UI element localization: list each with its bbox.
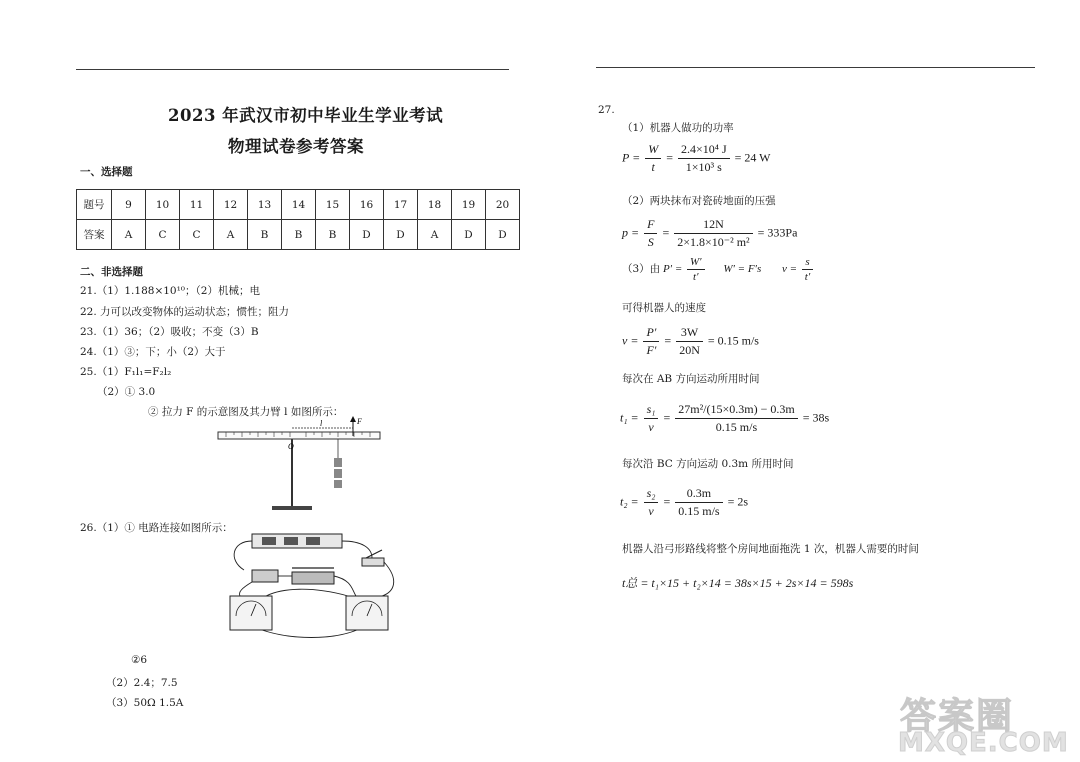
battery-cell	[262, 537, 276, 545]
fraction: $\frac{P'}{F'}$	[643, 325, 659, 358]
table-cell: C	[180, 220, 214, 250]
answer-25-1: 25.（1）F₁l₁=F₂l₂	[80, 366, 172, 378]
answer-26-4: （3）50Ω 1.5A	[106, 697, 184, 709]
fraction: $\frac{W'}{t'}$	[687, 256, 705, 283]
table-cell: 9	[112, 190, 146, 220]
table-cell: 19	[452, 190, 486, 220]
fraction: $\frac{\text{2.4×10⁴ J}}{\text{1×10³ s}}$	[678, 142, 730, 175]
table-cell: A	[112, 220, 146, 250]
section-nonchoice: 二、非选择题	[80, 266, 143, 278]
switch-blade	[366, 550, 382, 558]
table-header-answer: 答案	[77, 220, 112, 250]
table-row-answers	[77, 220, 520, 250]
answer-26-2: ②6	[131, 654, 148, 666]
t1-equation: t₁ = $\frac{\text{s₁}}{v}$ = $\frac{\text{27m²/(15×0.3m) − 0.3m}}{0.15 m/s}$ = 38s	[620, 402, 830, 434]
table-cell: B	[282, 220, 316, 250]
fraction: $\frac{0.3m}{0.15 m/s}$	[675, 486, 722, 519]
eq-lhs: p =	[622, 225, 640, 240]
table-cell: 10	[146, 190, 180, 220]
table-cell: D	[452, 220, 486, 250]
part2-label: （2）两块抹布对瓷砖地面的压强	[622, 195, 776, 207]
t2-equation: t₂ = $\frac{\text{s₂}}{v}$ = $\frac{0.3m}{0.15 m/s}$ = 2s	[620, 486, 749, 518]
table-cell: 16	[350, 190, 384, 220]
table-cell: B	[248, 220, 282, 250]
weight-block	[334, 480, 342, 488]
total-time-label: 机器人沿弓形路线将整个房间地面拖洗 1 次，机器人需要的时间	[622, 543, 919, 555]
answer-23: 23.（1）36；（2）吸收；不变（3）B	[80, 326, 259, 338]
eq-result: = 2s	[727, 494, 749, 509]
answer-22: 22. 力可以改变物体的运动状态；惯性；阻力	[80, 306, 290, 318]
table-header-number: 题号	[77, 190, 112, 220]
fraction: $\frac{F}{S}$	[644, 217, 657, 250]
table-cell: 20	[486, 190, 520, 220]
right-top-rule	[596, 67, 1035, 68]
table-cell: 11	[180, 190, 214, 220]
eq-result: = 38s	[802, 410, 830, 425]
table-cell: 17	[384, 190, 418, 220]
exam-title: 2023 年武汉市初中毕业生学业考试	[168, 106, 444, 125]
eq-result: = 24 W	[734, 150, 771, 165]
pressure-equation: p = $\frac{F}{S}$ = $\frac{12N}{\text{2×1.8×10⁻² m²}}$ = 333Pa	[622, 217, 798, 249]
circuit-diagram	[222, 530, 402, 640]
table-cell: A	[418, 220, 452, 250]
answer-21: 21.（1）1.188×10¹⁰；（2）机械；电	[80, 285, 260, 297]
fraction: $\frac{\text{27m²/(15×0.3m) − 0.3m}}{0.15 m/s}$	[675, 402, 797, 435]
speed-equation: v = $\frac{P'}{F'}$ = $\frac{3W}{20N}$ = 0.15 m/s	[622, 325, 759, 357]
eq-result: = 0.15 m/s	[707, 333, 759, 348]
work-relation: W′ = F′s	[723, 263, 762, 276]
force-label: F	[357, 417, 362, 426]
left-top-rule	[76, 69, 509, 70]
velocity-relation: v =	[781, 263, 798, 276]
pivot-label: O	[288, 442, 294, 451]
rheostat	[292, 572, 334, 584]
eq-lhs: P =	[622, 150, 641, 165]
eq-lhs: t₁ =	[620, 410, 639, 425]
lever-arm-label: l	[320, 419, 323, 428]
exam-subtitle: 物理试卷参考答案	[228, 137, 364, 156]
answer-25-3: ② 拉力 F 的示意图及其力臂 l 如图所示：	[148, 406, 344, 418]
table-cell: B	[316, 220, 350, 250]
weight-block	[334, 458, 342, 467]
power-equation: P = $\frac{W}{t}$ = $\frac{\text{2.4×10⁴ J}}{\text{1×10³ s}}$ = 24 W	[622, 142, 771, 174]
question-27-number: 27.	[598, 104, 615, 116]
lever-stand-base	[272, 506, 312, 510]
answer-table	[76, 189, 520, 250]
part3-prefix: （3）由	[622, 263, 661, 276]
eq-result: = 333Pa	[757, 225, 798, 240]
speed-label: 可得机器人的速度	[622, 302, 706, 314]
fraction: $\frac{W}{t}$	[645, 142, 661, 175]
table-cell: 18	[418, 190, 452, 220]
table-cell: 14	[282, 190, 316, 220]
switch	[362, 558, 384, 566]
answer-26-3: （2）2.4；7.5	[106, 677, 178, 689]
fraction: $\frac{\text{s₁}}{v}$	[644, 402, 659, 435]
ab-time-label: 每次在 AB 方向运动所用时间	[622, 373, 760, 385]
watermark-url: MXQE.COM	[898, 728, 1069, 758]
table-cell: 13	[248, 190, 282, 220]
lever-diagram	[210, 414, 385, 514]
table-cell: D	[486, 220, 520, 250]
fraction: $\frac{\text{s₂}}{v}$	[644, 486, 659, 519]
part1-label: （1）机器人做功的功率	[622, 122, 734, 134]
eq-lhs: t₂ =	[620, 494, 639, 509]
part3-relations: （3）由 P′ = $\frac{W'}{t'}$ W′ = F′s v = $\frac{s}{t'}$	[622, 256, 815, 283]
section-choice: 一、选择题	[80, 166, 133, 178]
answer-25-2: （2）① 3.0	[97, 386, 156, 398]
fraction: $\frac{12N}{\text{2×1.8×10⁻² m²}}$	[674, 217, 752, 250]
answer-24: 24.（1）③；下；小（2）大于	[80, 346, 226, 358]
table-cell: A	[214, 220, 248, 250]
table-cell: 15	[316, 190, 350, 220]
battery-cell	[306, 537, 320, 545]
force-arrowhead	[350, 416, 356, 422]
table-cell: 12	[214, 190, 248, 220]
eq-lhs: v =	[622, 333, 639, 348]
table-cell: D	[350, 220, 384, 250]
lever-ruler	[218, 432, 380, 439]
answer-26-1: 26.（1）① 电路连接如图所示：	[80, 522, 233, 534]
watermark-logo: 答案圈	[900, 696, 1015, 737]
total-time-equation: t总 = t₁×15 + t₂×14 = 38s×15 + 2s×14 = 598s	[622, 576, 854, 590]
weight-block	[334, 469, 342, 478]
table-cell: C	[146, 220, 180, 250]
fraction: $\frac{s}{t'}$	[802, 256, 813, 283]
fraction: $\frac{3W}{20N}$	[676, 325, 703, 358]
bc-time-label: 每次沿 BC 方向运动 0.3m 所用时间	[622, 458, 794, 470]
resistor	[252, 570, 278, 582]
table-cell: D	[384, 220, 418, 250]
battery-cell	[284, 537, 298, 545]
table-row-numbers	[77, 190, 520, 220]
